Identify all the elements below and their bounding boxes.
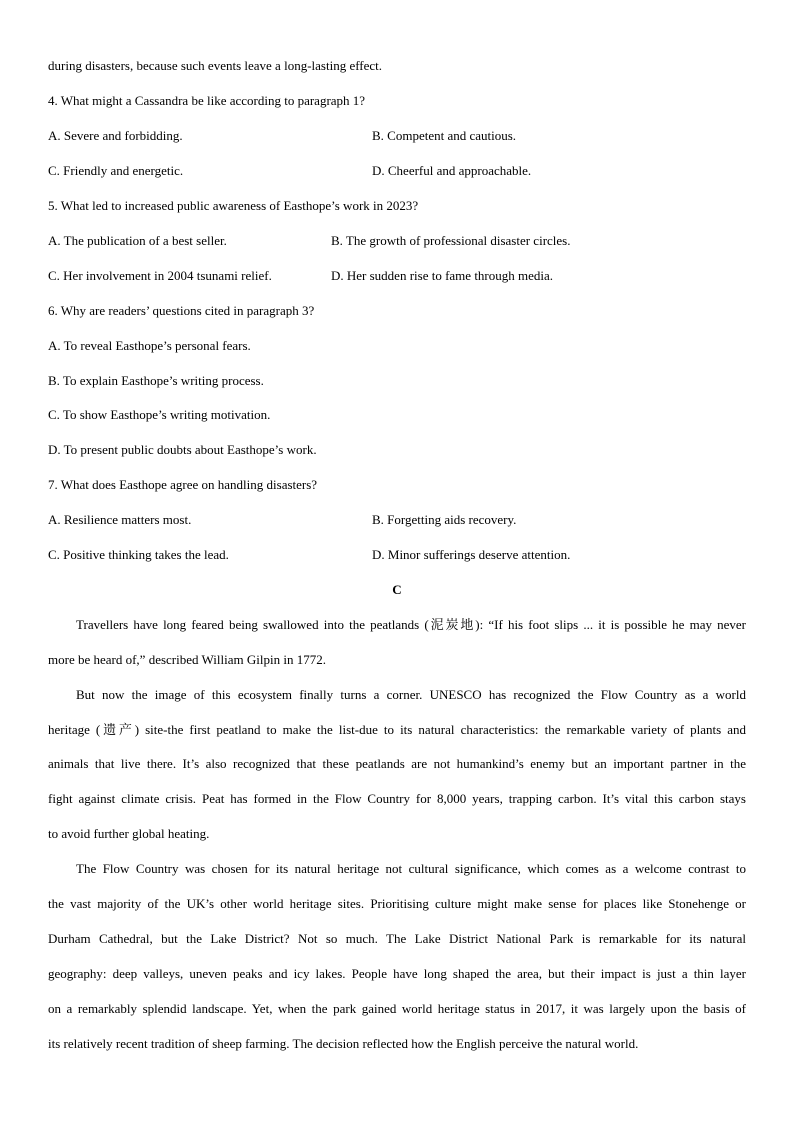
passage-line: Travellers have long feared being swallowed into the peatlands (泥炭地): “If his foot slips ... it is possible he may never: [76, 617, 746, 632]
question-stem: 5. What led to increased public awareness of Easthope’s work in 2023?: [48, 198, 419, 213]
option-a: A. Severe and forbidding.: [48, 128, 183, 143]
question-stem: 4. What might a Cassandra be like according to paragraph 1?: [48, 93, 366, 108]
option-b: B. Competent and cautious.: [372, 128, 517, 143]
passage-line: the vast majority of the UK’s other world heritage sites. Prioritising culture might make sense for places like Stonehenge or: [48, 896, 746, 911]
option-c: C. Friendly and energetic.: [48, 163, 184, 178]
passage-line: on a remarkably splendid landscape. Yet, when the park gained world heritage status in 2017, it was largely upon the basis of: [48, 1001, 746, 1016]
option-c: C. Her involvement in 2004 tsunami relief.: [48, 268, 272, 283]
option-d: D. To present public doubts about Easthope’s work.: [48, 442, 317, 457]
intro-line: during disasters, because such events leave a long-lasting effect.: [48, 58, 383, 73]
passage-line: fight against climate crisis. Peat has formed in the Flow Country for 8,000 years, trapping carbon. It’s vital this carbon stays: [48, 791, 746, 806]
option-b: B. To explain Easthope’s writing process.: [48, 373, 264, 388]
question-stem: 6. Why are readers’ questions cited in paragraph 3?: [48, 303, 315, 318]
option-d: D. Her sudden rise to fame through media.: [331, 268, 554, 283]
option-d: D. Minor sufferings deserve attention.: [372, 547, 571, 562]
question-stem: 7. What does Easthope agree on handling disasters?: [48, 477, 318, 492]
passage-line: heritage (遗产) site-the first peatland to make the list-due to its natural characteristics: the remarkable variety of plants and: [48, 722, 746, 737]
passage-line: geography: deep valleys, uneven peaks and icy lakes. People have long shaped the area, but their impact is just a thin layer: [48, 966, 746, 981]
option-b: B. Forgetting aids recovery.: [372, 512, 517, 527]
option-c: C. Positive thinking takes the lead.: [48, 547, 229, 562]
passage-line: Durham Cathedral, but the Lake District? Not so much. The Lake District National Park is remarkable for its natural: [48, 931, 746, 946]
option-a: A. The publication of a best seller.: [48, 233, 227, 248]
passage-line: its relatively recent tradition of sheep farming. The decision reflected how the English perceive the natural world.: [48, 1036, 639, 1051]
option-b: B. The growth of professional disaster circles.: [331, 233, 571, 248]
passage-line: more be heard of,” described William Gilpin in 1772.: [48, 652, 326, 667]
option-c: C. To show Easthope’s writing motivation.: [48, 407, 271, 422]
option-a: A. Resilience matters most.: [48, 512, 192, 527]
passage-line: to avoid further global heating.: [48, 826, 210, 841]
passage-line: The Flow Country was chosen for its natural heritage not cultural significance, which comes as a welcome contrast to: [76, 861, 746, 876]
option-a: A. To reveal Easthope’s personal fears.: [48, 338, 251, 353]
passage-line: But now the image of this ecosystem finally turns a corner. UNESCO has recognized the Flow Country as a world: [76, 687, 746, 702]
section-heading: C: [392, 582, 402, 597]
passage-line: animals that live there. It’s also recognized that these peatlands are not humankind’s enemy but an important partner in the: [48, 756, 746, 771]
option-d: D. Cheerful and approachable.: [372, 163, 532, 178]
